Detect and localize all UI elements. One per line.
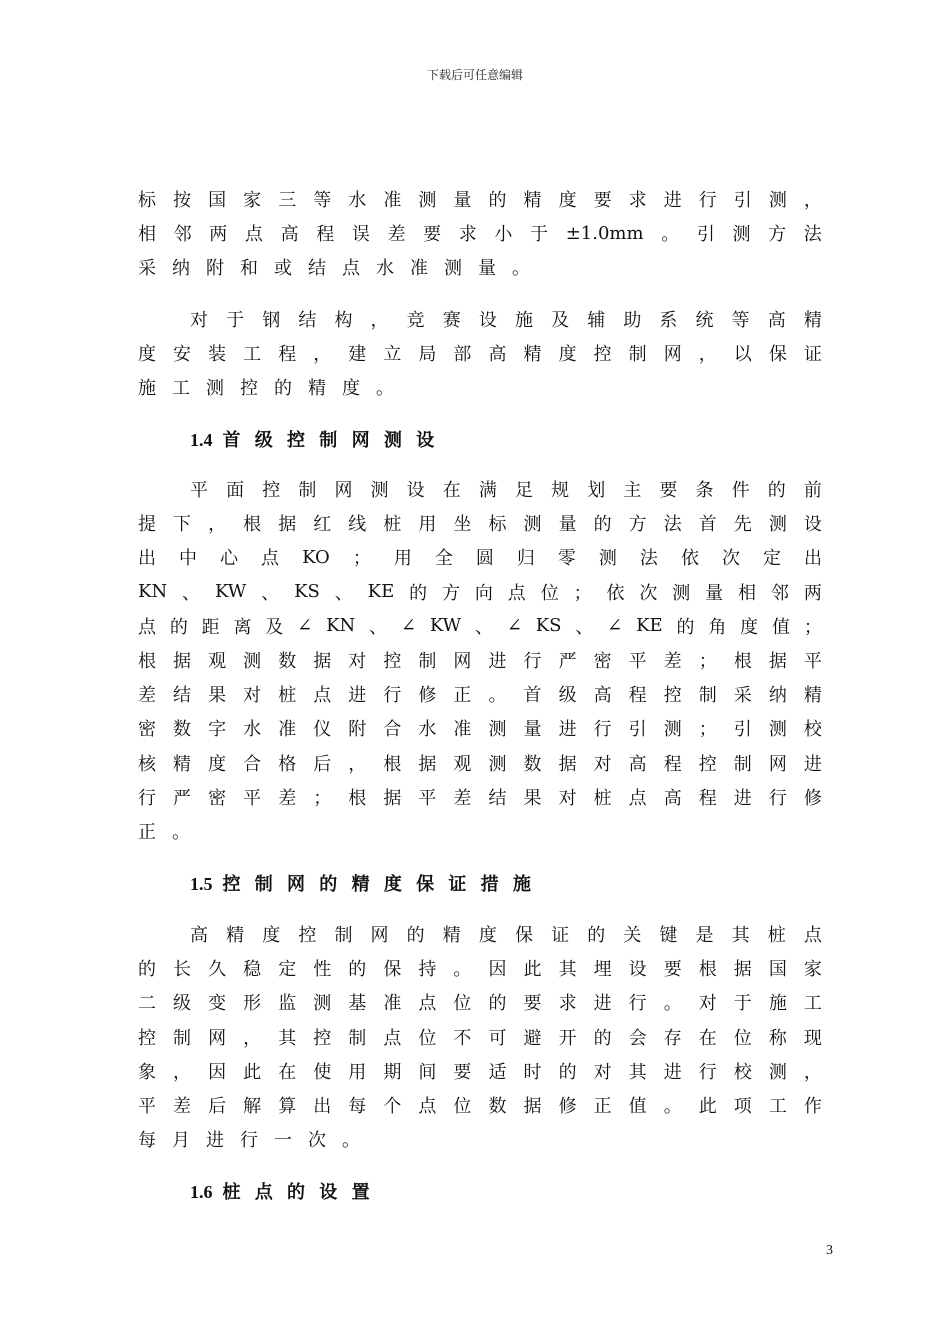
paragraph-3: [138, 472, 822, 848]
text-line: 二 级 变 形 监 测 基 准 点 位 的 要 求 进 行 。 对 于 施 工: [138, 993, 822, 1015]
text-line: 出 中 心 点 KO ； 用 全 圆 归 零 测 法 依 次 定 出: [138, 546, 822, 570]
page-number: 3: [826, 1243, 833, 1258]
section-heading-1-5: [190, 870, 531, 896]
text-line: KN 、 KW 、 KS 、 KE 的 方 向 点 位 ； 依 次 测 量 相 邻 两: [138, 581, 822, 604]
section-heading-1-4: [190, 426, 434, 452]
text-line: 的 长 久 稳 定 性 的 保 持 。 因 此 其 埋 设 要 根 据 国 家: [138, 959, 822, 981]
text-line: 密 数 字 水 准 仪 附 合 水 准 测 量 进 行 引 测 ； 引 测 校: [138, 719, 822, 741]
text-line: 度 安 装 工 程 ， 建 立 局 部 高 精 度 控 制 网 ， 以 保 证: [138, 344, 822, 366]
text-line: 根 据 观 测 数 据 对 控 制 网 进 行 严 密 平 差 ； 根 据 平: [138, 651, 822, 673]
section-heading-1-6: [190, 1178, 370, 1204]
text-line: 提 下 ， 根 据 红 线 桩 用 坐 标 测 量 的 方 法 首 先 测 设: [138, 514, 822, 536]
text-line: 相 邻 两 点 高 程 误 差 要 求 小 于 ±1.0mm 。 引 测 方 法: [138, 222, 822, 246]
text-line: 采 纳 附 和 或 结 点 水 准 测 量 。: [138, 258, 530, 280]
text-line: 行 严 密 平 差 ； 根 据 平 差 结 果 对 桩 点 高 程 进 行 修: [138, 787, 822, 809]
text-line: 高 精 度 控 制 网 的 精 度 保 证 的 关 键 是 其 桩 点: [190, 925, 822, 947]
text-line: 核 精 度 合 格 后 ， 根 据 观 测 数 据 对 高 程 控 制 网 进: [138, 753, 822, 775]
text-line: 平 面 控 制 网 测 设 在 满 足 规 划 主 要 条 件 的 前: [190, 480, 822, 502]
heading-text: 控 制 网 的 精 度 保 证 措 施: [222, 874, 531, 895]
text-line: 点 的 距 离 及 ∠ KN 、 ∠ KW 、 ∠ KS 、 ∠ KE 的 角 度 值 ；: [138, 615, 822, 638]
heading-number: 1.4: [190, 430, 213, 450]
text-line: 每 月 进 行 一 次 。: [138, 1130, 360, 1152]
heading-number: 1.5: [190, 874, 213, 894]
text-line: 平 差 后 解 算 出 每 个 点 位 数 据 修 正 值 。 此 项 工 作: [138, 1096, 822, 1118]
text-line: 标 按 国 家 三 等 水 准 测 量 的 精 度 要 求 进 行 引 测 ，: [138, 190, 822, 212]
heading-text: 桩 点 的 设 置: [222, 1182, 370, 1203]
page-header: 下载后可任意编辑: [426, 68, 523, 82]
text-line: 象 ， 因 此 在 使 用 期 间 要 适 时 的 对 其 进 行 校 测 ，: [138, 1061, 822, 1083]
paragraph-2: [138, 302, 822, 405]
heading-text: 首 级 控 制 网 测 设: [222, 430, 435, 451]
paragraph-1: [138, 182, 822, 285]
text-line: 施 工 测 控 的 精 度 。: [138, 378, 394, 400]
text-line: 差 结 果 对 桩 点 进 行 修 正 。 首 级 高 程 控 制 采 纳 精: [138, 685, 822, 707]
heading-number: 1.6: [190, 1182, 213, 1202]
text-line: 对 于 钢 结 构 ， 竞 赛 设 施 及 辅 助 系 统 等 高 精: [190, 310, 822, 332]
text-line: 控 制 网 ， 其 控 制 点 位 不 可 避 开 的 会 存 在 位 称 现: [138, 1027, 822, 1049]
paragraph-4: [138, 917, 822, 1156]
text-line: 正 。: [138, 821, 190, 843]
